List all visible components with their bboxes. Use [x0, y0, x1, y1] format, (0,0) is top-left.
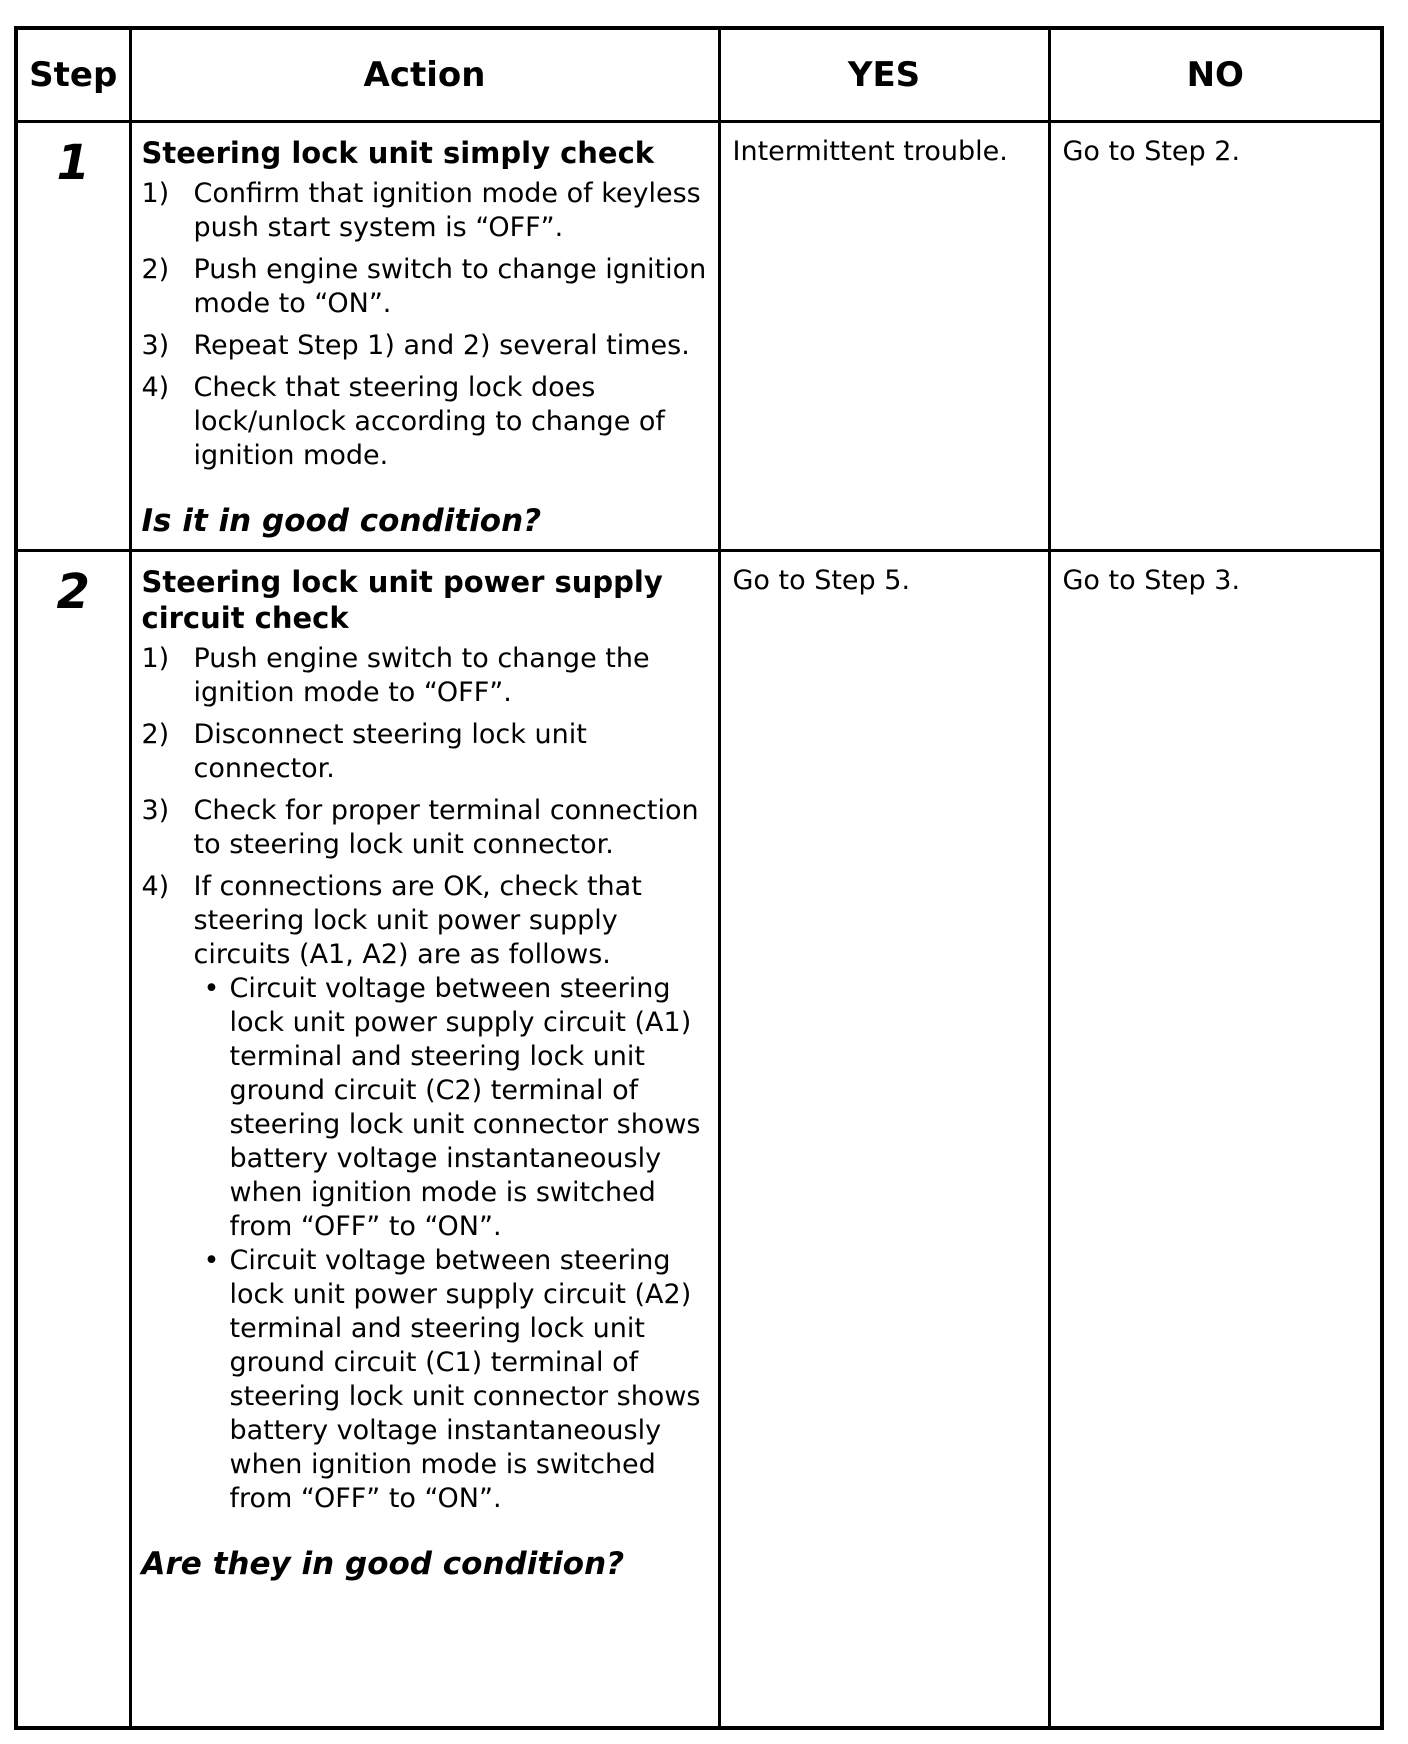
step-number: 1: [56, 135, 90, 191]
list-item: [142, 253, 708, 321]
header-no: NO: [1049, 30, 1380, 122]
item-text: Check that steering lock does lock/unlock according to change of ignition mode.: [193, 372, 665, 471]
item-text: Disconnect steering lock unit connector.: [193, 719, 587, 784]
bullet-item: [194, 972, 708, 1244]
action-cell: [130, 551, 719, 1727]
troubleshooting-table: [14, 26, 1384, 1730]
bullet-item: [194, 1244, 708, 1516]
yes-response: Intermittent trouble.: [732, 136, 1008, 167]
yes-cell: [719, 551, 1049, 1727]
item-number: 3): [141, 330, 170, 361]
item-number: 3): [141, 795, 170, 826]
action-title: Steering lock unit power supply circuit check: [141, 565, 663, 635]
bullet-list: [194, 972, 708, 1516]
item-number: 1): [141, 178, 170, 209]
no-cell: [1049, 551, 1380, 1727]
step-cell: [18, 122, 130, 551]
bullet-icon: •: [203, 1245, 220, 1276]
item-text: If connections are OK, check that steering lock unit power supply circuits (A1, A2) are as follows.: [193, 871, 642, 970]
item-number: 4): [141, 871, 170, 902]
step-cell: [18, 551, 130, 1727]
no-cell: [1049, 122, 1380, 551]
list-item: [142, 794, 708, 862]
header-row: [18, 30, 1380, 122]
item-text: Push engine switch to change ignition mode to “ON”.: [193, 254, 707, 319]
list-item: [142, 371, 708, 473]
header-yes: YES: [719, 30, 1049, 122]
item-text: Check for proper terminal connection to steering lock unit connector.: [193, 795, 699, 860]
condition-question: Are they in good condition?: [141, 1546, 625, 1582]
item-number: 2): [141, 719, 170, 750]
action-title: Steering lock unit simply check: [141, 136, 655, 170]
header-action: Action: [130, 30, 719, 122]
list-item: [142, 870, 708, 1516]
item-number: 2): [141, 254, 170, 285]
item-text: Repeat Step 1) and 2) several times.: [193, 330, 690, 361]
bullet-icon: •: [203, 973, 220, 1004]
list-item: [142, 329, 708, 363]
table-row-step-1: [18, 122, 1380, 551]
step-number: 2: [56, 564, 90, 620]
bullet-text: Circuit voltage between steering lock unit power supply circuit (A1) terminal and steering lock unit ground circuit (C2) terminal of steering lock unit connector shows battery voltage instantaneously when ignition mode is switched from “OFF” to “ON”.: [229, 973, 701, 1242]
action-steps: [142, 642, 708, 1516]
item-text: Confirm that ignition mode of keyless push start system is “OFF”.: [193, 178, 701, 243]
condition-question: Is it in good condition?: [141, 503, 542, 539]
no-response: Go to Step 3.: [1062, 565, 1241, 596]
item-body: [194, 870, 708, 1516]
bullet-text: Circuit voltage between steering lock unit power supply circuit (A2) terminal and steering lock unit ground circuit (C1) terminal of steering lock unit connector shows battery voltage instantaneously when ignition mode is switched from “OFF” to “ON”.: [229, 1245, 701, 1514]
yes-cell: [719, 122, 1049, 551]
no-response: Go to Step 2.: [1062, 136, 1241, 167]
item-text: Push engine switch to change the ignition mode to “OFF”.: [193, 643, 650, 708]
item-number: 1): [141, 643, 170, 674]
item-number: 4): [141, 372, 170, 403]
yes-response: Go to Step 5.: [732, 565, 911, 596]
diagnosis-table: [18, 30, 1380, 1726]
list-item: [142, 177, 708, 245]
header-step: Step: [18, 30, 130, 122]
list-item: [142, 642, 708, 710]
table-row-step-2: [18, 551, 1380, 1727]
action-steps: [142, 177, 708, 473]
list-item: [142, 718, 708, 786]
action-cell: [130, 122, 719, 551]
